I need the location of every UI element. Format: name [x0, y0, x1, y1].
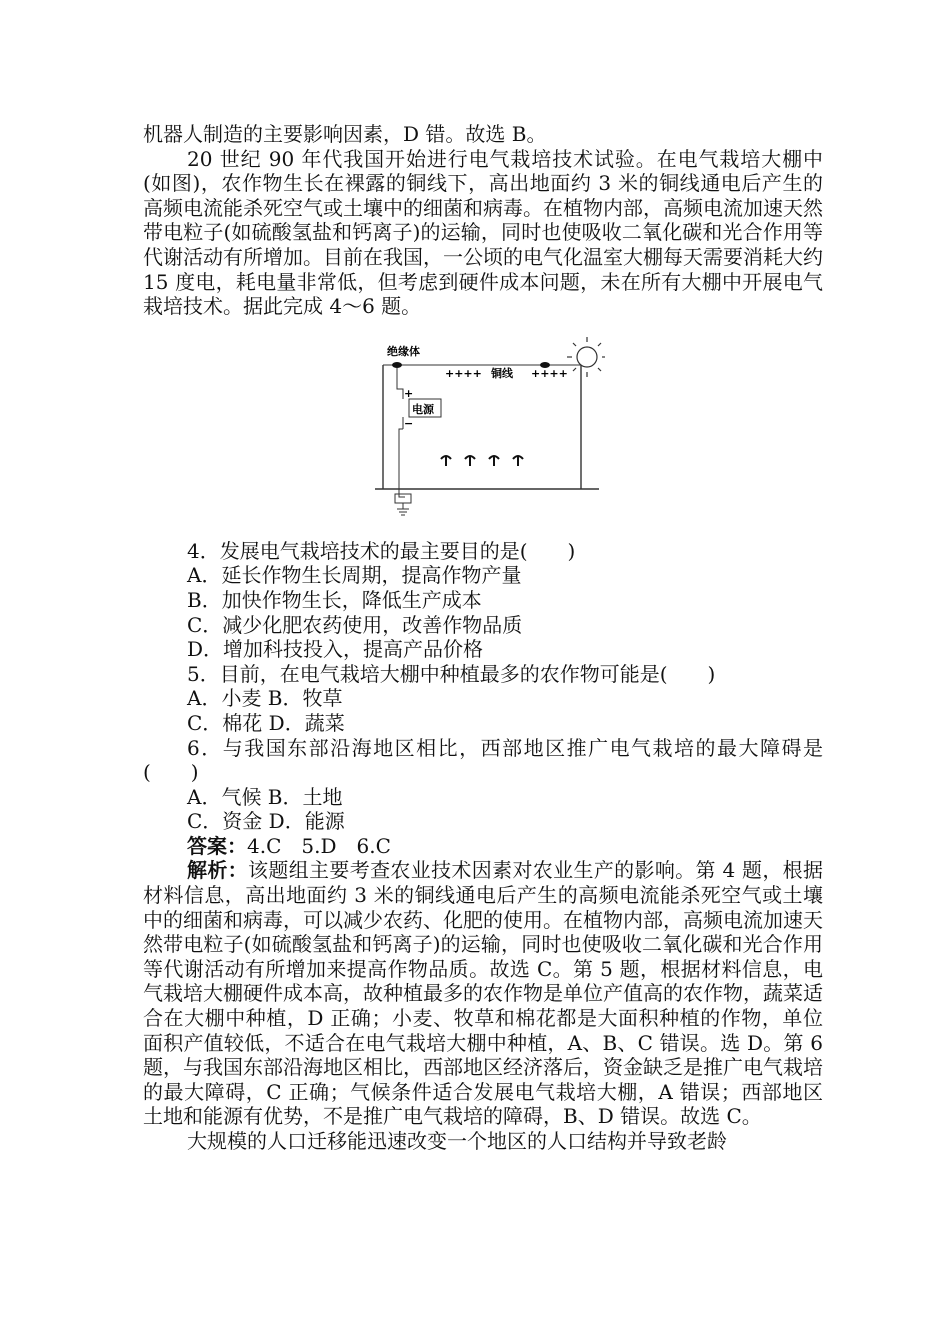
greenhouse-figure — [143, 325, 823, 533]
next-paragraph: 大规模的人口迁移能迅速改变一个地区的人口结构并导致老龄 — [187, 1129, 727, 1153]
answer-label: 答案： — [187, 833, 247, 858]
question-option: A．气候 B．土地 — [187, 784, 343, 809]
question-option: D．增加科技投入，提高产品价格 — [187, 637, 484, 662]
sun-icon — [567, 337, 605, 377]
question-stem: 4．发展电气栽培技术的最主要目的是( ) — [187, 538, 576, 563]
question-option: C．棉花 D．蔬菜 — [187, 710, 345, 735]
question-option: C．资金 D．能源 — [187, 809, 345, 834]
wire-label: 铜线 — [491, 366, 513, 380]
answer-text: 4.C 5.D 6.C — [247, 833, 391, 858]
question-option: A．小麦 B．牧草 — [187, 686, 343, 711]
plant-icon — [465, 456, 475, 466]
question-option: A．延长作物生长周期，提高作物产量 — [187, 563, 522, 588]
intro-tail: 机器人制造的主要影响因素，D 错。故选 B。 — [143, 122, 547, 146]
power-terminal-minus: − — [404, 416, 414, 430]
power-label: 电源 — [412, 402, 434, 416]
question-option: C．减少化肥农药使用，改善作物品质 — [187, 612, 523, 637]
answer-line — [143, 834, 823, 859]
analysis-paragraph — [143, 858, 823, 1129]
greenhouse-diagram — [375, 331, 605, 531]
analysis-label: 解析： — [187, 858, 249, 883]
plant-icon — [513, 456, 523, 466]
plant-icon — [441, 456, 451, 466]
material-paragraph: 20 世纪 90 年代我国开始进行电气栽培技术试验。在电气栽培大棚中(如图)，农作物生长在裸露的铜线下，高出地面约 3 米的铜线通电后产生的高频电流能杀死空气或土壤中的细菌和病毒。在植物内部，高频电流加速天然带电粒子(如硫酸氢盐和钙离子)的运输，同时也使吸收二氧化碳和光合作用等代谢活动有所增加。目前在我国，一公顷的电气化温室大棚每天需要消耗大约 15 度电，耗电量非常低，但考虑到硬件成本问题，未在所有大棚中开展电气栽培技术。据此完成 4～6 题。 — [143, 146, 823, 319]
document-page — [143, 122, 823, 1154]
insulator-label: 绝缘体 — [387, 344, 420, 358]
question-stem: 5．目前，在电气栽培大棚中种植最多的农作物可能是( ) — [187, 661, 716, 686]
plus-signs-right: ++++ — [531, 366, 568, 380]
plant-icon — [489, 456, 499, 466]
power-terminal-plus: + — [404, 386, 414, 400]
analysis-text: 该题组主要考查农业技术因素对农业生产的影响。第 4 题，根据材料信息，高出地面约 3 米的铜线通电后产生的高频电流能杀死空气或土壤中的细菌和病毒，可以减少农药、化肥的使用。在植物内部，高频电流加速天然带电粒子(如硫酸氢盐和钙离子)的运输，同时也使吸收二氧化碳和光合作用等代谢活动有所增加来提高作物品质。故选 C。第 5 题，根据材料信息，电气栽培大棚硬件成本高，故种植最多的农作物是单位产值高的农作物，蔬菜适合在大棚中种植，D 正确；小麦、牧草和棉花都是大面积种植的作物，单位面积产值较低，不适合在电气栽培大棚中种植，A、B、C 错误。选 D。第 6 题，与我国东部沿海地区相比，西部地区经济落后，资金缺乏是推广电气栽培的最大障碍，C 正确；气候条件适合发展电气栽培大棚，A 错误；西部地区土地和能源有优势，不是推广电气栽培的障碍，B、D 错误。故选 C。 — [143, 858, 823, 1129]
plus-signs-left: ++++ — [445, 366, 482, 380]
question-stem: 6．与我国东部沿海地区相比，西部地区推广电气栽培的最大障碍是( ) — [143, 735, 823, 785]
question-option: B．加快作物生长，降低生产成本 — [187, 587, 482, 612]
insulator-left — [392, 362, 402, 368]
